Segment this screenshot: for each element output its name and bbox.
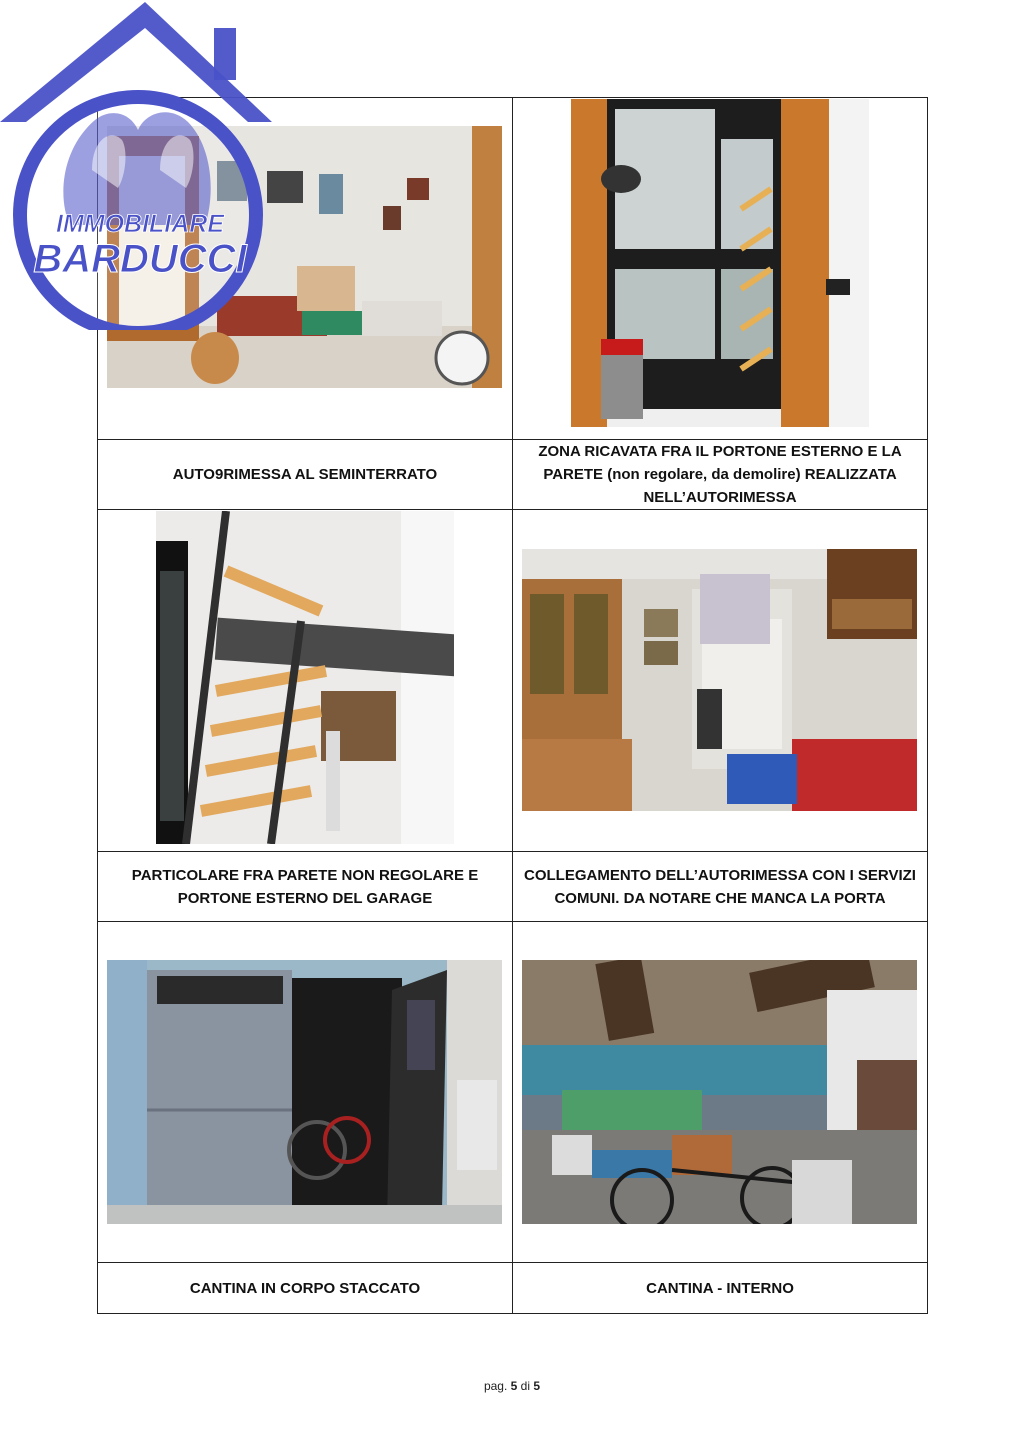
- footer-page-total: 5: [533, 1379, 541, 1393]
- page-footer: [0, 1379, 1024, 1393]
- caption-row: [98, 852, 928, 922]
- photo-cell: [98, 510, 513, 852]
- photo-cell: [513, 98, 928, 440]
- photo-row: [98, 510, 928, 852]
- photo-cell: [513, 922, 928, 1263]
- caption-collegamento: COLLEGAMENTO DELL’AUTORIMESSA CON I SERVIZI COMUNI. DA NOTARE CHE MANCA LA PORTA: [513, 852, 928, 922]
- caption-autorimessa: AUTO9RIMESSA AL SEMINTERRATO: [98, 440, 513, 510]
- caption-particolare: PARTICOLARE FRA PARETE NON REGOLARE E PORTONE ESTERNO DEL GARAGE: [98, 852, 513, 922]
- caption-zona-ricavata: ZONA RICAVATA FRA IL PORTONE ESTERNO E LA PARETE (non regolare, da demolire) REALIZZATA NELL’AUTORIMESSA: [513, 440, 928, 510]
- photo-bed-frame-detail: [156, 511, 454, 844]
- company-logo: [0, 0, 290, 330]
- photo-sliding-door-area: [571, 99, 869, 427]
- photo-row: [98, 922, 928, 1263]
- caption-row: [98, 440, 928, 510]
- footer-page-number: 5: [510, 1379, 518, 1393]
- logo-line1: IMMOBILIARE: [55, 210, 225, 238]
- photo-cantina-interior: [522, 960, 917, 1224]
- footer-separator: di: [520, 1379, 531, 1393]
- caption-cantina-interno: CANTINA - INTERNO: [513, 1263, 928, 1314]
- photo-cell: [98, 922, 513, 1263]
- photo-cell: [513, 510, 928, 852]
- caption-row: [98, 1263, 928, 1314]
- logo-line2: BARDUCCI: [33, 237, 247, 281]
- caption-cantina-corpo: CANTINA IN CORPO STACCATO: [98, 1263, 513, 1314]
- photo-cantina-exterior: [107, 960, 502, 1224]
- photo-connection-services: [522, 549, 917, 811]
- footer-prefix: pag.: [483, 1379, 508, 1393]
